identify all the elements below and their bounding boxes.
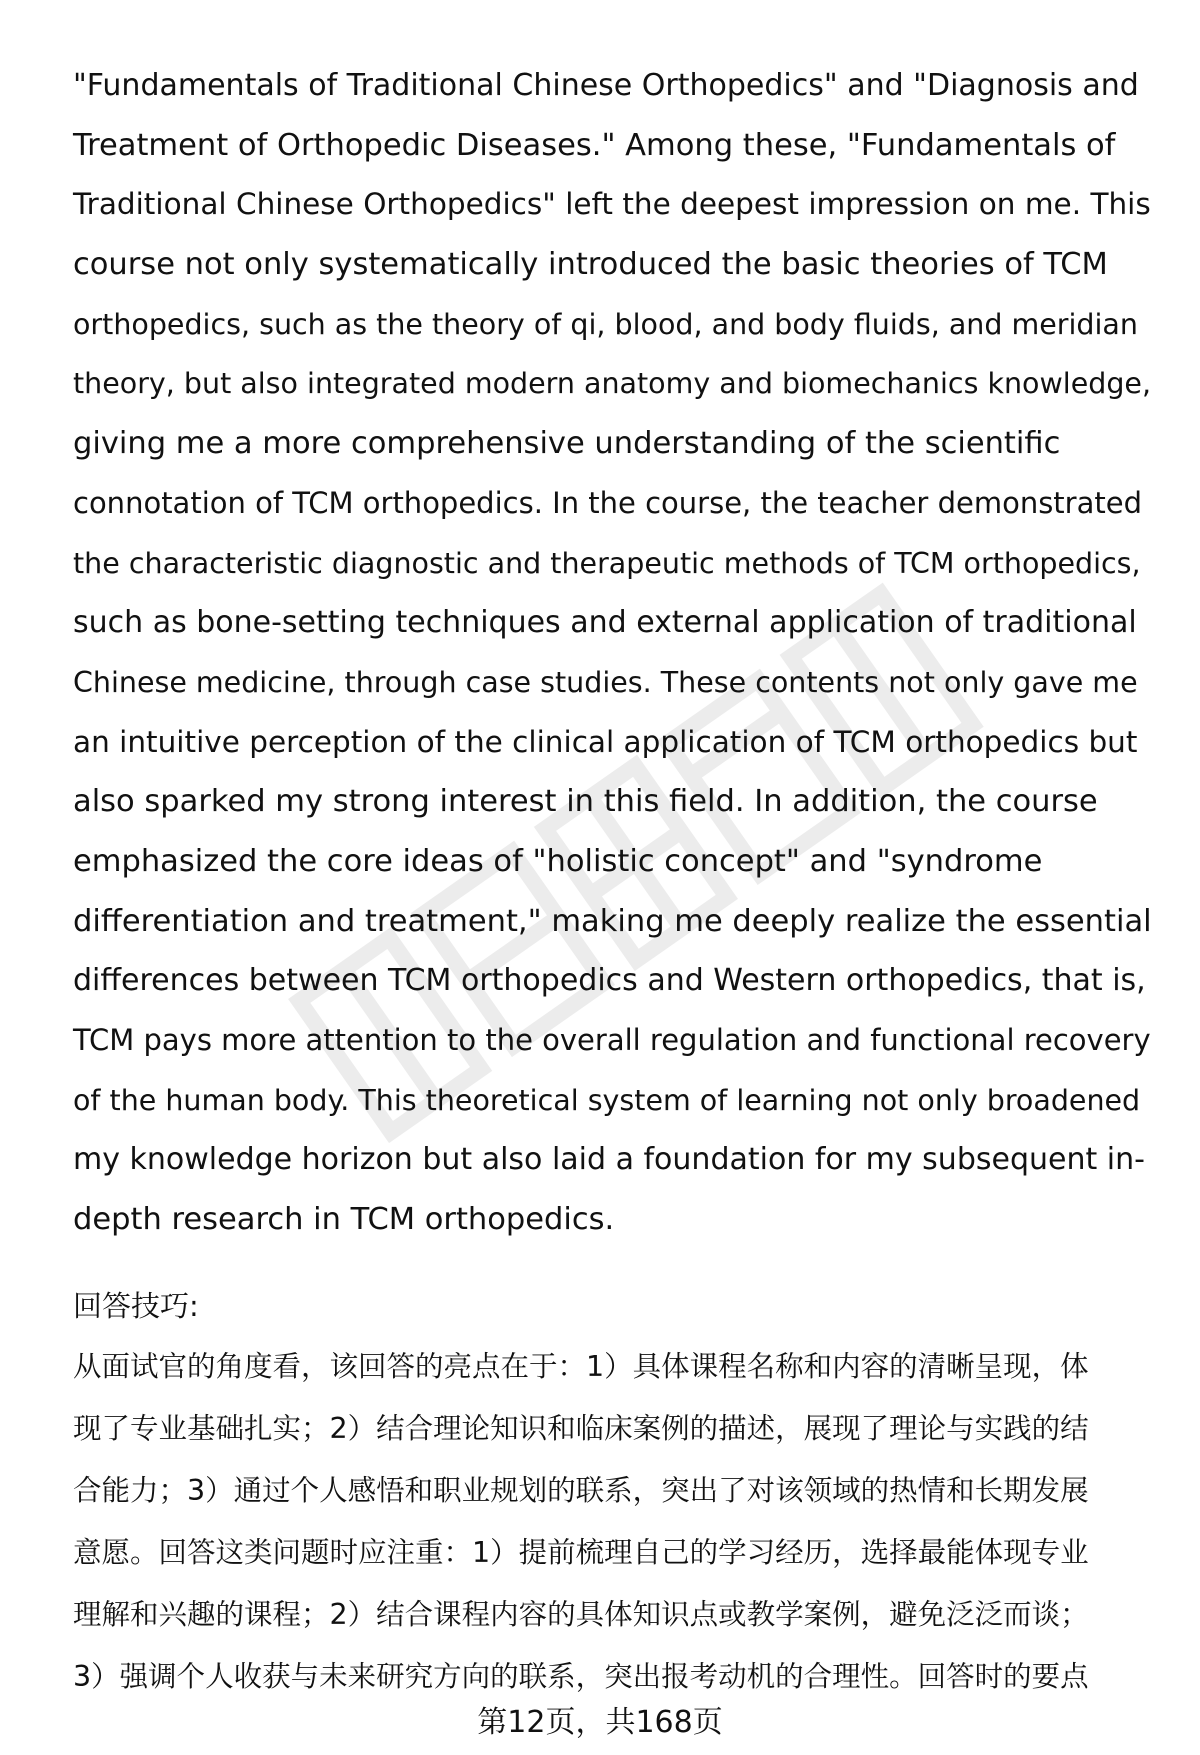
- paragraph-line: "Fundamentals of Traditional Chinese Orthopedics" and "Diagnosis and: [73, 68, 1139, 103]
- paragraph-line: connotation of TCM orthopedics. In the course, the teacher demonstrated: [73, 485, 1142, 520]
- paragraph-line: Treatment of Orthopedic Diseases." Among these, "Fundamentals of: [73, 127, 1116, 163]
- answer-tips-section: [73, 1276, 1153, 1708]
- paragraph-line: my knowledge horizon but also laid a foundation for my subsequent in-: [73, 1142, 1145, 1178]
- english-paragraph: [73, 56, 1153, 1250]
- paragraph-line: Chinese medicine, through case studies. These contents not only gave me: [73, 665, 1138, 699]
- tips-line: 现了专业基础扎实；2）结合理论知识和临床案例的描述，展现了理论与实践的结: [73, 1412, 1089, 1445]
- paragraph-line: differentiation and treatment," making me deeply realize the essential: [73, 903, 1152, 939]
- paragraph-line: orthopedics, such as the theory of qi, blood, and body fluids, and meridian: [73, 307, 1138, 341]
- paragraph-line: depth research in TCM orthopedics.: [73, 1202, 615, 1238]
- paragraph-line: Traditional Chinese Orthopedics" left the deepest impression on me. This: [73, 187, 1151, 222]
- paragraph-line: also sparked my strong interest in this field. In addition, the course: [73, 784, 1098, 820]
- paragraph-line: an intuitive perception of the clinical application of TCM orthopedics but: [73, 724, 1138, 759]
- tips-line: 从面试官的角度看，该回答的亮点在于：1）具体课程名称和内容的清晰呈现，体: [73, 1350, 1089, 1383]
- tips-line: 理解和兴趣的课程；2）结合课程内容的具体知识点或教学案例，避免泛泛而谈；: [73, 1598, 1089, 1631]
- paragraph-line: such as bone-setting techniques and external application of traditional: [73, 605, 1137, 641]
- paragraph-line: differences between TCM orthopedics and Western orthopedics, that is,: [73, 963, 1146, 999]
- tips-line: 合能力；3）通过个人感悟和职业规划的联系，突出了对该领域的热情和长期发展: [73, 1474, 1089, 1507]
- paragraph-line: TCM pays more attention to the overall regulation and functional recovery: [73, 1023, 1151, 1057]
- paragraph-line: of the human body. This theoretical system of learning not only broadened: [73, 1083, 1141, 1117]
- page-number-footer: 第12页，共168页: [477, 1705, 723, 1740]
- paragraph-line: giving me a more comprehensive understanding of the scientific: [73, 426, 1061, 462]
- tips-line: 意愿。回答这类问题时应注重：1）提前梳理自己的学习经历，选择最能体现专业: [73, 1536, 1089, 1569]
- paragraph-line: course not only systematically introduced the basic theories of TCM: [73, 247, 1108, 283]
- tips-heading: 回答技巧:: [73, 1289, 199, 1323]
- paragraph-line: theory, but also integrated modern anatomy and biomechanics knowledge,: [73, 367, 1152, 401]
- tips-line: 3）强调个人收获与未来研究方向的联系，突出报考动机的合理性。回答时的要点: [73, 1660, 1089, 1693]
- paragraph-line: the characteristic diagnostic and therapeutic methods of TCM orthopedics,: [73, 546, 1141, 580]
- paragraph-line: emphasized the core ideas of "holistic concept" and "syndrome: [73, 843, 1043, 879]
